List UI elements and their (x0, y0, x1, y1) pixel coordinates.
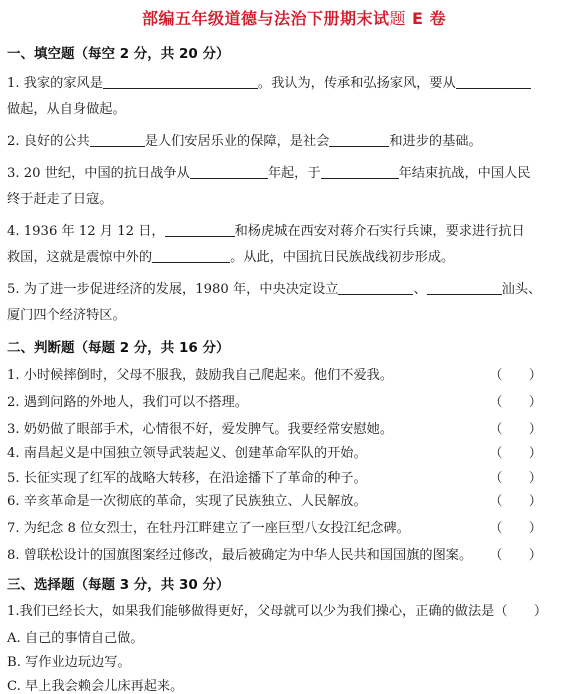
answer-blank[interactable] (321, 164, 399, 179)
answer-paren[interactable]: （ ） (489, 395, 542, 410)
fill-q5-line2: 厦门四个经济特区。 (7, 308, 126, 323)
fill-q5-line1: 5. 为了进一步促进经济的发展，1980 年，中央决定设立 、 汕头、 (7, 282, 542, 297)
answer-paren[interactable]: （ ） (489, 446, 542, 461)
answer-blank[interactable] (90, 132, 145, 147)
answer-paren[interactable]: （ ） (489, 548, 542, 563)
choice-q1: 1.我们已经长大，如果我们能够做得更好，父母就可以少为我们操心，正确的做法是（ ） (7, 604, 548, 619)
title-tail: E 卷 (405, 9, 447, 28)
judge-item: 7. 为纪念 8 位女烈士，在牡丹江畔建立了一座巨型八女投江纪念碑。 （ ） (7, 517, 542, 536)
answer-blank[interactable] (456, 74, 531, 89)
fill-q2-line1: 2. 良好的公共 是人们安居乐业的保障，是社会 和进步的基础。 (7, 134, 482, 149)
fill-q1-line2: 做起，从自身做起。 (7, 102, 126, 117)
section-true-false-heading: 二、判断题（每题 2 分，共 16 分） (7, 340, 230, 356)
judge-item: 6. 辛亥革命是一次彻底的革命，实现了民族独立、人民解放。 （ ） (7, 490, 542, 509)
answer-paren[interactable]: （ ） (489, 368, 542, 383)
judge-item: 4. 南昌起义是中国独立领导武装起义、创建革命军队的开始。 （ ） (7, 442, 542, 461)
answer-blank[interactable] (427, 280, 502, 295)
title-main: 部编五年级道德与法治下册期末试 (141, 9, 390, 28)
answer-blank[interactable] (103, 74, 258, 89)
answer-blank[interactable] (190, 164, 268, 179)
judge-item: 5. 长征实现了红军的战略大转移，在沿途播下了革命的种子。 （ ） (7, 467, 542, 486)
fill-q1-line1: 1. 我家的家风是 。我认为，传承和弘扬家风，要从 (7, 72, 531, 91)
judge-item: 2. 遇到问路的外地人，我们可以不搭理。 （ ） (7, 391, 542, 410)
answer-paren[interactable]: （ ） (489, 422, 542, 437)
choice-option-c[interactable]: C. 早上我会赖会儿床再起来。 (7, 679, 184, 694)
judge-item: 1. 小时候摔倒时，父母不服我，鼓励我自己爬起来。他们不爱我。 （ ） (7, 364, 542, 383)
title-thin: 题 (389, 9, 406, 28)
judge-item: 3. 奶奶做了眼部手术，心情很不好，爱发脾气。我要经常安慰她。 （ ） (7, 418, 542, 437)
choice-option-b[interactable]: B. 写作业边玩边写。 (7, 655, 131, 670)
choice-option-a[interactable]: A. 自己的事情自己做。 (7, 631, 144, 646)
exam-title (0, 6, 588, 29)
fill-q3-line2: 终于赶走了日寇。 (7, 192, 113, 207)
answer-blank[interactable] (329, 132, 389, 147)
answer-blank[interactable] (152, 248, 230, 263)
fill-q3-line1: 3. 20 世纪，中国的抗日战争从 年起，于 年结束抗战，中国人民 (7, 166, 531, 181)
section-multiple-choice-heading: 三、选择题（每题 3 分，共 30 分） (7, 577, 230, 593)
answer-paren[interactable]: （ ） (489, 494, 542, 509)
section-fill-blank-heading: 一、填空题（每空 2 分，共 20 分） (7, 46, 230, 62)
answer-paren[interactable]: （ ） (489, 471, 542, 486)
answer-paren[interactable]: （ ） (489, 521, 542, 536)
judge-item: 8. 曾联松设计的国旗图案经过修改，最后被确定为中华人民共和国国旗的图案。 （ ） (7, 544, 542, 563)
fill-q4-line1: 4. 1936 年 12 月 12 日， 和杨虎城在西安对蒋介石实行兵谏，要求进行抗日 (7, 224, 525, 239)
fill-q4-line2: 救国，这就是震惊中外的 。从此，中国抗日民族战线初步形成。 (7, 250, 455, 265)
answer-blank[interactable] (338, 280, 413, 295)
answer-blank[interactable] (165, 222, 235, 237)
